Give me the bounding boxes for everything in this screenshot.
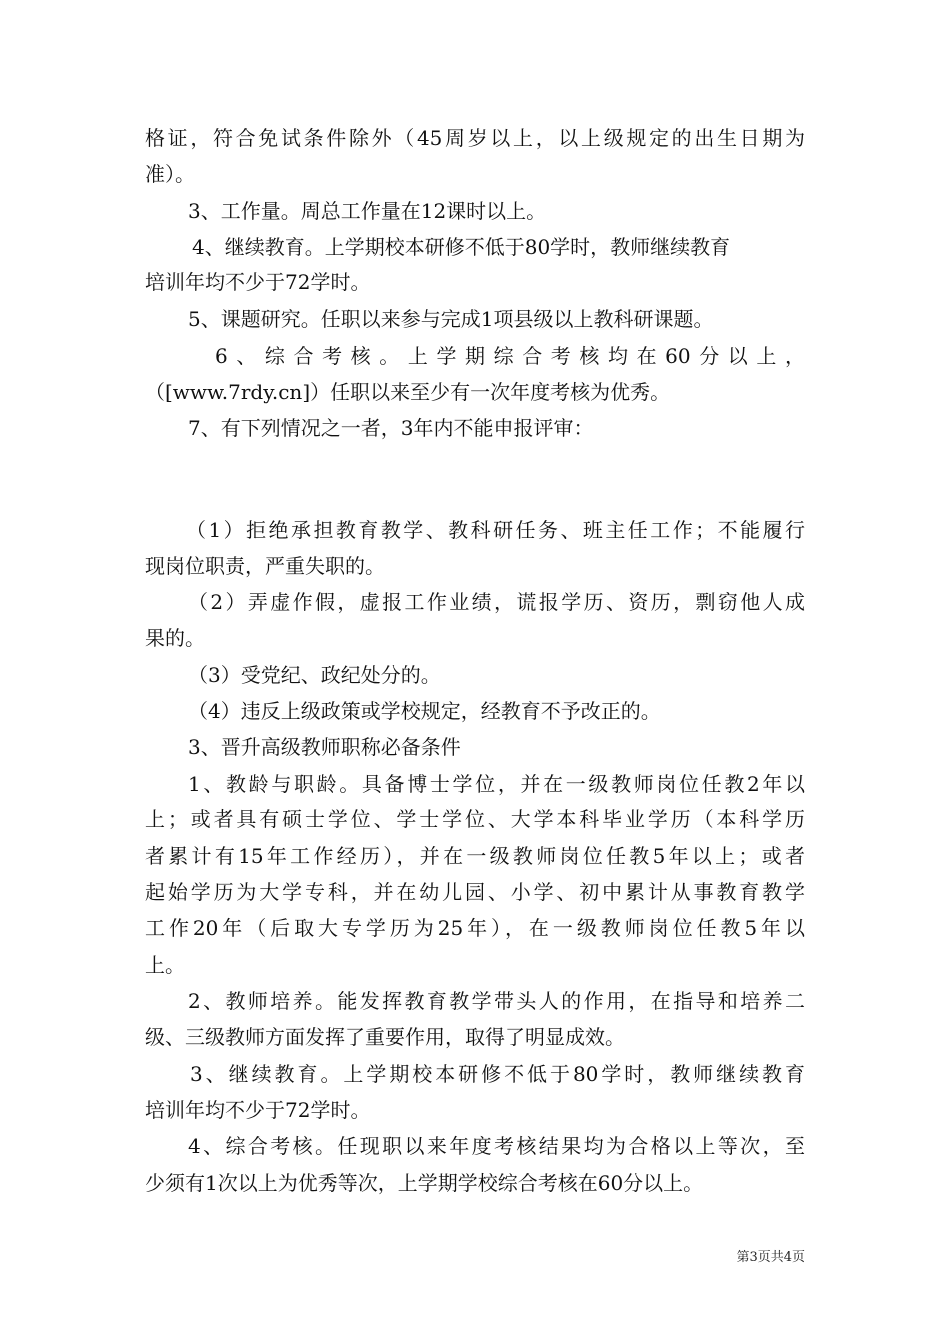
text-line: 7、有下列情况之一者，3年内不能申报评审：: [188, 416, 594, 440]
text-line: 2、教师培养。能发挥教育教学带头人的作用，在指导和培养二: [188, 989, 805, 1013]
text-line: 级、三级教师方面发挥了重要作用，取得了明显成效。: [145, 1025, 625, 1049]
text-line: 3、工作量。周总工作量在12课时以上。: [188, 199, 547, 223]
text-line: 者累计有15年工作经历），并在一级教师岗位任教5年以上；或者: [145, 844, 805, 868]
text-line: 少须有1次以上为优秀等次，上学期学校综合考核在60分以上。: [145, 1171, 704, 1195]
text-line: （4）违反上级政策或学校规定，经教育不予改正的。: [188, 699, 661, 723]
text-line: 起始学历为大学专科，并在幼儿园、小学、初中累计从事教育教学: [145, 880, 805, 904]
text-line: （1）拒绝承担教育教学、教科研任务、班主任工作；不能履行: [186, 518, 805, 542]
text-line: 上。: [145, 953, 185, 977]
text-line: 6、综合考核。上学期综合考核均在60分以上，: [215, 344, 805, 368]
text-line: 3、晋升高级教师职称必备条件: [188, 735, 461, 759]
text-line: （[www.7rdy.cn]）任职以来至少有一次年度考核为优秀。: [145, 380, 671, 404]
text-line: 培训年均不少于72学时。: [145, 1098, 371, 1122]
text-line: （2）弄虚作假，虚报工作业绩，谎报学历、资历，剽窃他人成: [188, 590, 805, 614]
text-line: 3、继续教育。上学期校本研修不低于80学时，教师继续教育: [190, 1062, 805, 1086]
text-line: 准）。: [145, 162, 195, 186]
text-line: 4、继续教育。上学期校本研修不低于80学时，教师继续教育: [192, 235, 731, 259]
page-number: 第3页共4页: [736, 1250, 805, 1265]
text-line: 5、课题研究。任职以来参与完成1项县级以上教科研课题。: [188, 307, 714, 331]
text-line: 4、综合考核。任现职以来年度考核结果均为合格以上等次，至: [188, 1134, 805, 1158]
text-line: 培训年均不少于72学时。: [145, 270, 371, 294]
text-line: 1、教龄与职龄。具备博士学位，并在一级教师岗位任教2年以: [188, 772, 805, 796]
text-line: 格证，符合免试条件除外（45周岁以上，以上级规定的出生日期为: [145, 126, 805, 150]
text-line: 工作20年（后取大专学历为25年），在一级教师岗位任教5年以: [145, 916, 805, 940]
text-line: 果的。: [145, 626, 205, 650]
text-line: 现岗位职责，严重失职的。: [145, 554, 385, 578]
text-line: 上；或者具有硕士学位、学士学位、大学本科毕业学历（本科学历: [145, 807, 805, 831]
text-line: （3）受党纪、政纪处分的。: [188, 663, 441, 687]
